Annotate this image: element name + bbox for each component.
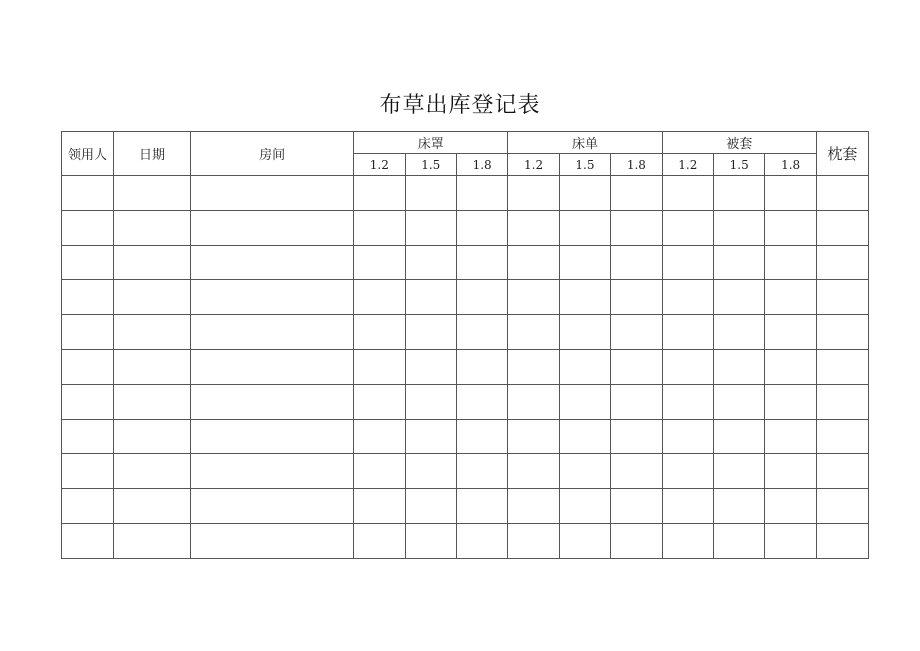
table-cell[interactable] <box>714 419 765 454</box>
table-cell[interactable] <box>714 280 765 315</box>
table-cell[interactable] <box>662 489 713 524</box>
table-cell[interactable] <box>191 315 354 350</box>
table-cell[interactable] <box>611 315 662 350</box>
table-cell[interactable] <box>662 245 713 280</box>
table-cell[interactable] <box>559 419 610 454</box>
table-cell[interactable] <box>662 210 713 245</box>
table-row <box>62 523 869 558</box>
table-cell[interactable] <box>354 384 405 419</box>
table-cell[interactable] <box>662 280 713 315</box>
table-cell[interactable] <box>611 176 662 211</box>
table-cell[interactable] <box>559 523 610 558</box>
table-cell[interactable] <box>191 454 354 489</box>
header-pillowcase: 枕套 <box>816 132 868 176</box>
table-cell[interactable] <box>62 419 114 454</box>
table-cell[interactable] <box>508 489 559 524</box>
table-cell[interactable] <box>62 384 114 419</box>
table-cell[interactable] <box>191 210 354 245</box>
table-cell[interactable] <box>508 280 559 315</box>
table-cell[interactable] <box>114 245 191 280</box>
table-cell[interactable] <box>456 280 507 315</box>
table-cell[interactable] <box>62 245 114 280</box>
table-cell[interactable] <box>508 315 559 350</box>
table-cell[interactable] <box>559 489 610 524</box>
table-cell[interactable] <box>714 454 765 489</box>
table-cell[interactable] <box>62 280 114 315</box>
table-row <box>62 210 869 245</box>
table-cell[interactable] <box>405 210 456 245</box>
size-header: 1.5 <box>559 154 610 176</box>
table-cell[interactable] <box>354 245 405 280</box>
table-cell[interactable] <box>611 419 662 454</box>
table-cell[interactable] <box>456 419 507 454</box>
table-cell[interactable] <box>405 315 456 350</box>
table-row <box>62 419 869 454</box>
table-cell[interactable] <box>114 176 191 211</box>
table-row <box>62 454 869 489</box>
table-cell[interactable] <box>611 489 662 524</box>
table-cell[interactable] <box>114 419 191 454</box>
table-cell[interactable] <box>559 176 610 211</box>
table-cell[interactable] <box>816 315 868 350</box>
table-cell[interactable] <box>354 280 405 315</box>
table-cell[interactable] <box>354 489 405 524</box>
table-cell[interactable] <box>559 349 610 384</box>
table-cell[interactable] <box>714 210 765 245</box>
table-cell[interactable] <box>114 280 191 315</box>
table-row <box>62 280 869 315</box>
table-cell[interactable] <box>456 349 507 384</box>
table-cell[interactable] <box>508 210 559 245</box>
table-cell[interactable] <box>114 384 191 419</box>
header-recipient: 领用人 <box>62 132 114 176</box>
table-cell[interactable] <box>816 210 868 245</box>
table-row <box>62 315 869 350</box>
table-cell[interactable] <box>114 349 191 384</box>
size-header: 1.2 <box>662 154 713 176</box>
table-cell[interactable] <box>765 384 816 419</box>
table-cell[interactable] <box>114 315 191 350</box>
table-cell[interactable] <box>508 523 559 558</box>
table-cell[interactable] <box>559 280 610 315</box>
table-cell[interactable] <box>405 280 456 315</box>
table-row <box>62 245 869 280</box>
table-cell[interactable] <box>611 245 662 280</box>
table-cell[interactable] <box>191 419 354 454</box>
table-cell[interactable] <box>456 176 507 211</box>
table-cell[interactable] <box>405 523 456 558</box>
table-cell[interactable] <box>508 349 559 384</box>
table-cell[interactable] <box>62 210 114 245</box>
table-cell[interactable] <box>354 419 405 454</box>
table-cell[interactable] <box>456 384 507 419</box>
table-cell[interactable] <box>354 349 405 384</box>
table-cell[interactable] <box>405 489 456 524</box>
table-cell[interactable] <box>662 384 713 419</box>
table-cell[interactable] <box>508 176 559 211</box>
table-cell[interactable] <box>662 454 713 489</box>
size-header: 1.5 <box>714 154 765 176</box>
table-cell[interactable] <box>714 384 765 419</box>
table-cell[interactable] <box>559 454 610 489</box>
table-cell[interactable] <box>456 245 507 280</box>
table-cell[interactable] <box>456 315 507 350</box>
table-cell[interactable] <box>559 315 610 350</box>
table-cell[interactable] <box>765 176 816 211</box>
table-cell[interactable] <box>405 419 456 454</box>
table-cell[interactable] <box>62 315 114 350</box>
table-cell[interactable] <box>405 176 456 211</box>
table-cell[interactable] <box>191 280 354 315</box>
table-cell[interactable] <box>456 489 507 524</box>
table-cell[interactable] <box>714 489 765 524</box>
table-row <box>62 176 869 211</box>
table-cell[interactable] <box>456 454 507 489</box>
table-cell[interactable] <box>611 454 662 489</box>
table-cell[interactable] <box>714 523 765 558</box>
table-cell[interactable] <box>114 489 191 524</box>
table-cell[interactable] <box>559 384 610 419</box>
table-cell[interactable] <box>816 349 868 384</box>
table-cell[interactable] <box>714 315 765 350</box>
header-group-duvet-cover: 被套 <box>662 132 816 154</box>
table-cell[interactable] <box>62 176 114 211</box>
table-cell[interactable] <box>816 454 868 489</box>
size-header: 1.2 <box>508 154 559 176</box>
table-cell[interactable] <box>662 349 713 384</box>
table-row <box>62 349 869 384</box>
table-cell[interactable] <box>765 210 816 245</box>
form-title: 布草出库登记表 <box>379 93 541 118</box>
table-cell[interactable] <box>191 384 354 419</box>
table-body <box>62 176 869 559</box>
table-row <box>62 384 869 419</box>
table-cell[interactable] <box>508 384 559 419</box>
table-cell[interactable] <box>765 523 816 558</box>
table-cell[interactable] <box>354 315 405 350</box>
header-room: 房间 <box>191 132 354 176</box>
size-header: 1.8 <box>611 154 662 176</box>
table-cell[interactable] <box>508 245 559 280</box>
table-cell[interactable] <box>662 176 713 211</box>
table-cell[interactable] <box>114 210 191 245</box>
table-cell[interactable] <box>765 315 816 350</box>
table-row <box>62 489 869 524</box>
table-cell[interactable] <box>662 419 713 454</box>
table-cell[interactable] <box>559 210 610 245</box>
table-cell[interactable] <box>405 245 456 280</box>
table-cell[interactable] <box>816 176 868 211</box>
table-cell[interactable] <box>714 245 765 280</box>
size-header: 1.8 <box>456 154 507 176</box>
size-header: 1.2 <box>354 154 405 176</box>
table-cell[interactable] <box>191 489 354 524</box>
table-cell[interactable] <box>456 210 507 245</box>
header-row-groups <box>62 132 869 154</box>
table-cell[interactable] <box>191 523 354 558</box>
table-cell[interactable] <box>62 523 114 558</box>
table-cell[interactable] <box>62 489 114 524</box>
table-cell[interactable] <box>765 280 816 315</box>
table-cell[interactable] <box>765 245 816 280</box>
table-cell[interactable] <box>62 349 114 384</box>
size-header: 1.5 <box>405 154 456 176</box>
table-cell[interactable] <box>816 489 868 524</box>
table-cell[interactable] <box>611 210 662 245</box>
table-cell[interactable] <box>508 419 559 454</box>
table-cell[interactable] <box>354 454 405 489</box>
table-cell[interactable] <box>114 523 191 558</box>
header-group-bedspread: 床罩 <box>354 132 508 154</box>
table-cell[interactable] <box>816 419 868 454</box>
table-cell[interactable] <box>456 523 507 558</box>
table-cell[interactable] <box>62 454 114 489</box>
table-cell[interactable] <box>765 454 816 489</box>
table-cell[interactable] <box>508 454 559 489</box>
table-cell[interactable] <box>662 523 713 558</box>
table-cell[interactable] <box>559 245 610 280</box>
table-cell[interactable] <box>191 176 354 211</box>
table-cell[interactable] <box>611 384 662 419</box>
table-cell[interactable] <box>765 489 816 524</box>
table-cell[interactable] <box>816 245 868 280</box>
table-cell[interactable] <box>611 349 662 384</box>
table-cell[interactable] <box>354 176 405 211</box>
table-cell[interactable] <box>405 384 456 419</box>
header-date: 日期 <box>114 132 191 176</box>
table-cell[interactable] <box>714 176 765 211</box>
table-cell[interactable] <box>816 523 868 558</box>
table-cell[interactable] <box>816 280 868 315</box>
table-cell[interactable] <box>765 349 816 384</box>
table-cell[interactable] <box>816 384 868 419</box>
table-cell[interactable] <box>191 349 354 384</box>
size-header: 1.8 <box>765 154 816 176</box>
linen-issue-register-table <box>61 131 869 559</box>
table-cell[interactable] <box>354 523 405 558</box>
table-cell[interactable] <box>611 523 662 558</box>
table-cell[interactable] <box>405 454 456 489</box>
table-cell[interactable] <box>354 210 405 245</box>
table-cell[interactable] <box>114 454 191 489</box>
table-cell[interactable] <box>611 280 662 315</box>
table-cell[interactable] <box>191 245 354 280</box>
table-cell[interactable] <box>405 349 456 384</box>
table-cell[interactable] <box>714 349 765 384</box>
table-cell[interactable] <box>662 315 713 350</box>
table-cell[interactable] <box>765 419 816 454</box>
header-group-bedsheet: 床单 <box>508 132 662 154</box>
